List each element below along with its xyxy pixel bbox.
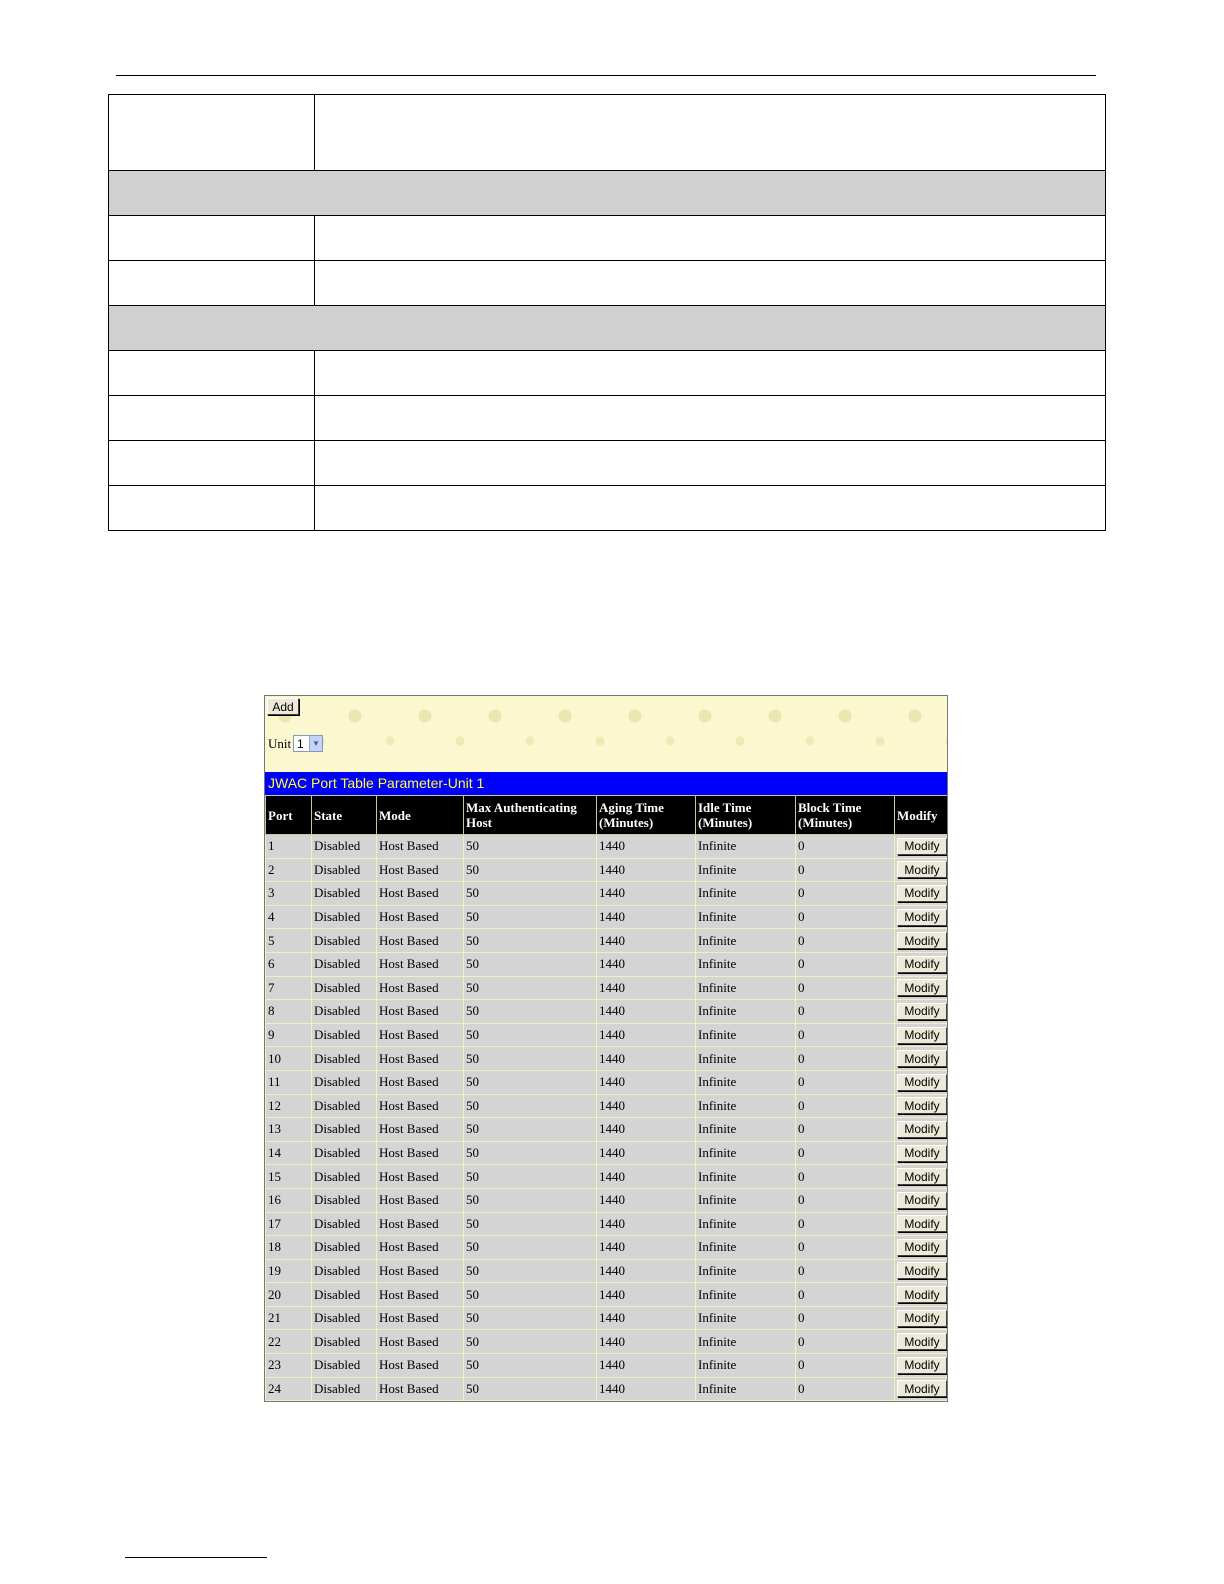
cell-idle-time: Infinite: [696, 1212, 796, 1236]
cell-modify: [895, 1306, 948, 1330]
cell-max-host: 50: [464, 835, 597, 859]
modify-button[interactable]: Modify: [897, 1380, 947, 1397]
cell-state: Disabled: [312, 1259, 377, 1283]
cell-mode: Host Based: [377, 952, 464, 976]
cell-aging-time: 1440: [597, 882, 696, 906]
footer-rule: [125, 1557, 267, 1558]
cell-state: Disabled: [312, 1354, 377, 1378]
parameter-row: [109, 486, 1106, 531]
cell-aging-time: 1440: [597, 1236, 696, 1260]
cell-aging-time: 1440: [597, 1212, 696, 1236]
cell-mode: Host Based: [377, 976, 464, 1000]
cell-block-time: 0: [796, 929, 895, 953]
cell-state: Disabled: [312, 905, 377, 929]
cell-mode: Host Based: [377, 1283, 464, 1307]
modify-button[interactable]: Modify: [897, 956, 947, 973]
cell-idle-time: Infinite: [696, 976, 796, 1000]
cell-idle-time: Infinite: [696, 882, 796, 906]
cell-port: 18: [266, 1236, 312, 1260]
cell-modify: [895, 1236, 948, 1260]
cell-state: Disabled: [312, 952, 377, 976]
cell-aging-time: 1440: [597, 1023, 696, 1047]
cell-idle-time: Infinite: [696, 1165, 796, 1189]
cell-aging-time: 1440: [597, 1047, 696, 1071]
modify-button[interactable]: Modify: [897, 885, 947, 902]
table-row: [266, 1212, 948, 1236]
parameter-row: [109, 95, 1106, 171]
cell-max-host: 50: [464, 1141, 597, 1165]
cell-port: 13: [266, 1118, 312, 1142]
modify-button[interactable]: Modify: [897, 1333, 947, 1350]
cell-block-time: 0: [796, 1236, 895, 1260]
cell-modify: [895, 1354, 948, 1378]
cell-port: 1: [266, 835, 312, 859]
modify-button[interactable]: Modify: [897, 1286, 947, 1303]
cell-max-host: 50: [464, 1330, 597, 1354]
cell-state: Disabled: [312, 835, 377, 859]
table-row: [266, 952, 948, 976]
modify-button[interactable]: Modify: [897, 1003, 947, 1020]
cell-mode: Host Based: [377, 1377, 464, 1401]
cell-port: 10: [266, 1047, 312, 1071]
cell-port: 21: [266, 1306, 312, 1330]
cell-aging-time: 1440: [597, 835, 696, 859]
cell-state: Disabled: [312, 1047, 377, 1071]
cell-modify: [895, 1188, 948, 1212]
cell-idle-time: Infinite: [696, 1354, 796, 1378]
modify-button[interactable]: Modify: [897, 1310, 947, 1327]
table-header-row: [266, 796, 948, 835]
cell-idle-time: Infinite: [696, 858, 796, 882]
cell-port: 3: [266, 882, 312, 906]
cell-aging-time: 1440: [597, 1377, 696, 1401]
cell-block-time: 0: [796, 1047, 895, 1071]
cell-state: Disabled: [312, 1094, 377, 1118]
cell-block-time: 0: [796, 976, 895, 1000]
cell-max-host: 50: [464, 1000, 597, 1024]
cell-modify: [895, 1000, 948, 1024]
table-title: JWAC Port Table Parameter-Unit 1: [265, 772, 947, 795]
modify-button[interactable]: Modify: [897, 979, 947, 996]
cell-max-host: 50: [464, 1283, 597, 1307]
modify-button[interactable]: Modify: [897, 932, 947, 949]
cell-mode: Host Based: [377, 1188, 464, 1212]
cell-max-host: 50: [464, 1259, 597, 1283]
cell-aging-time: 1440: [597, 1070, 696, 1094]
col-header-port: Port: [266, 796, 312, 835]
cell-mode: Host Based: [377, 1354, 464, 1378]
cell-aging-time: 1440: [597, 1306, 696, 1330]
col-header-block-time: Block Time (Minutes): [796, 796, 895, 835]
table-row: [266, 1330, 948, 1354]
modify-button[interactable]: Modify: [897, 861, 947, 878]
cell-max-host: 50: [464, 882, 597, 906]
modify-button[interactable]: Modify: [897, 1050, 947, 1067]
modify-button[interactable]: Modify: [897, 909, 947, 926]
cell-block-time: 0: [796, 1094, 895, 1118]
cell-idle-time: Infinite: [696, 1283, 796, 1307]
cell-block-time: 0: [796, 1283, 895, 1307]
table-row: [266, 1306, 948, 1330]
cell-port: 16: [266, 1188, 312, 1212]
cell-modify: [895, 976, 948, 1000]
cell-modify: [895, 1070, 948, 1094]
cell-modify: [895, 1283, 948, 1307]
cell-aging-time: 1440: [597, 1354, 696, 1378]
cell-aging-time: 1440: [597, 1141, 696, 1165]
cell-mode: Host Based: [377, 1047, 464, 1071]
table-row: [266, 1000, 948, 1024]
cell-state: Disabled: [312, 1330, 377, 1354]
cell-port: 9: [266, 1023, 312, 1047]
cell-aging-time: 1440: [597, 1283, 696, 1307]
cell-block-time: 0: [796, 1118, 895, 1142]
parameter-section-row: [109, 306, 1106, 351]
table-row: [266, 858, 948, 882]
cell-state: Disabled: [312, 976, 377, 1000]
cell-mode: Host Based: [377, 929, 464, 953]
modify-button[interactable]: Modify: [897, 1357, 947, 1374]
cell-mode: Host Based: [377, 1070, 464, 1094]
cell-state: Disabled: [312, 1141, 377, 1165]
cell-mode: Host Based: [377, 1094, 464, 1118]
cell-block-time: 0: [796, 952, 895, 976]
cell-port: 22: [266, 1330, 312, 1354]
cell-idle-time: Infinite: [696, 1306, 796, 1330]
cell-max-host: 50: [464, 1118, 597, 1142]
cell-port: 12: [266, 1094, 312, 1118]
table-row: [266, 929, 948, 953]
cell-modify: [895, 1023, 948, 1047]
cell-mode: Host Based: [377, 1023, 464, 1047]
cell-max-host: 50: [464, 976, 597, 1000]
col-header-state: State: [312, 796, 377, 835]
cell-aging-time: 1440: [597, 1165, 696, 1189]
table-row: [266, 1236, 948, 1260]
cell-block-time: 0: [796, 1023, 895, 1047]
cell-state: Disabled: [312, 858, 377, 882]
cell-max-host: 50: [464, 905, 597, 929]
cell-port: 14: [266, 1141, 312, 1165]
cell-idle-time: Infinite: [696, 1236, 796, 1260]
parameter-row: [109, 216, 1106, 261]
cell-port: 5: [266, 929, 312, 953]
cell-mode: Host Based: [377, 835, 464, 859]
cell-block-time: 0: [796, 1000, 895, 1024]
cell-aging-time: 1440: [597, 976, 696, 1000]
cell-state: Disabled: [312, 1212, 377, 1236]
cell-modify: [895, 1047, 948, 1071]
cell-max-host: 50: [464, 1377, 597, 1401]
table-row: [266, 882, 948, 906]
table-row: [266, 1118, 948, 1142]
parameter-table: [108, 94, 1106, 531]
cell-state: Disabled: [312, 1306, 377, 1330]
cell-block-time: 0: [796, 858, 895, 882]
cell-port: 6: [266, 952, 312, 976]
cell-max-host: 50: [464, 1354, 597, 1378]
cell-modify: [895, 1141, 948, 1165]
modify-button[interactable]: Modify: [897, 1192, 947, 1209]
cell-idle-time: Infinite: [696, 905, 796, 929]
cell-idle-time: Infinite: [696, 1047, 796, 1071]
cell-max-host: 50: [464, 1023, 597, 1047]
table-row: [266, 1354, 948, 1378]
cell-port: 20: [266, 1283, 312, 1307]
col-header-idle-time: Idle Time (Minutes): [696, 796, 796, 835]
cell-aging-time: 1440: [597, 1330, 696, 1354]
cell-mode: Host Based: [377, 905, 464, 929]
cell-modify: [895, 835, 948, 859]
port-table: [265, 795, 948, 1401]
table-row: [266, 1023, 948, 1047]
table-row: [266, 1047, 948, 1071]
cell-modify: [895, 1118, 948, 1142]
header-rule: [116, 75, 1096, 76]
cell-port: 24: [266, 1377, 312, 1401]
table-row: [266, 905, 948, 929]
modify-button[interactable]: Modify: [897, 1168, 947, 1185]
cell-mode: Host Based: [377, 1141, 464, 1165]
cell-block-time: 0: [796, 1306, 895, 1330]
cell-max-host: 50: [464, 1188, 597, 1212]
modify-button[interactable]: Modify: [897, 838, 947, 855]
cell-aging-time: 1440: [597, 1000, 696, 1024]
cell-port: 4: [266, 905, 312, 929]
cell-max-host: 50: [464, 1094, 597, 1118]
cell-max-host: 50: [464, 1165, 597, 1189]
add-button[interactable]: Add: [267, 698, 299, 715]
cell-port: 15: [266, 1165, 312, 1189]
table-row: [266, 1283, 948, 1307]
cell-block-time: 0: [796, 882, 895, 906]
cell-max-host: 50: [464, 1070, 597, 1094]
cell-state: Disabled: [312, 1165, 377, 1189]
cell-max-host: 50: [464, 1236, 597, 1260]
cell-mode: Host Based: [377, 1236, 464, 1260]
cell-block-time: 0: [796, 1212, 895, 1236]
cell-max-host: 50: [464, 952, 597, 976]
cell-mode: Host Based: [377, 1212, 464, 1236]
parameter-row: [109, 396, 1106, 441]
cell-aging-time: 1440: [597, 1188, 696, 1212]
cell-port: 7: [266, 976, 312, 1000]
cell-block-time: 0: [796, 905, 895, 929]
cell-idle-time: Infinite: [696, 1118, 796, 1142]
cell-aging-time: 1440: [597, 1094, 696, 1118]
cell-block-time: 0: [796, 1070, 895, 1094]
cell-mode: Host Based: [377, 1330, 464, 1354]
modify-button[interactable]: Modify: [897, 1027, 947, 1044]
table-row: [266, 976, 948, 1000]
modify-button[interactable]: Modify: [897, 1121, 947, 1138]
cell-state: Disabled: [312, 1188, 377, 1212]
cell-idle-time: Infinite: [696, 1330, 796, 1354]
cell-state: Disabled: [312, 882, 377, 906]
cell-max-host: 50: [464, 858, 597, 882]
cell-state: Disabled: [312, 929, 377, 953]
cell-state: Disabled: [312, 1377, 377, 1401]
cell-modify: [895, 929, 948, 953]
cell-mode: Host Based: [377, 1165, 464, 1189]
cell-state: Disabled: [312, 1023, 377, 1047]
cell-modify: [895, 1330, 948, 1354]
cell-state: Disabled: [312, 1236, 377, 1260]
cell-state: Disabled: [312, 1000, 377, 1024]
cell-port: 2: [266, 858, 312, 882]
cell-block-time: 0: [796, 1141, 895, 1165]
cell-state: Disabled: [312, 1070, 377, 1094]
col-header-max-host: Max Authenticating Host: [464, 796, 597, 835]
cell-modify: [895, 882, 948, 906]
cell-mode: Host Based: [377, 1306, 464, 1330]
cell-max-host: 50: [464, 1047, 597, 1071]
cell-aging-time: 1440: [597, 1259, 696, 1283]
unit-select-value: 1: [297, 737, 304, 751]
cell-aging-time: 1440: [597, 929, 696, 953]
cell-port: 11: [266, 1070, 312, 1094]
table-row: [266, 835, 948, 859]
cell-modify: [895, 858, 948, 882]
table-body: [266, 835, 948, 1401]
cell-idle-time: Infinite: [696, 835, 796, 859]
cell-block-time: 0: [796, 1165, 895, 1189]
cell-port: 19: [266, 1259, 312, 1283]
cell-aging-time: 1440: [597, 952, 696, 976]
col-header-mode: Mode: [377, 796, 464, 835]
cell-max-host: 50: [464, 1212, 597, 1236]
cell-mode: Host Based: [377, 1000, 464, 1024]
col-header-aging-time: Aging Time (Minutes): [597, 796, 696, 835]
cell-block-time: 0: [796, 1377, 895, 1401]
table-row: [266, 1188, 948, 1212]
cell-block-time: 0: [796, 1354, 895, 1378]
cell-mode: Host Based: [377, 1259, 464, 1283]
cell-block-time: 0: [796, 1330, 895, 1354]
cell-idle-time: Infinite: [696, 1094, 796, 1118]
cell-modify: [895, 1259, 948, 1283]
cell-mode: Host Based: [377, 882, 464, 906]
modify-button[interactable]: Modify: [897, 1145, 947, 1162]
cell-state: Disabled: [312, 1283, 377, 1307]
cell-aging-time: 1440: [597, 1118, 696, 1142]
cell-max-host: 50: [464, 929, 597, 953]
parameter-section-row: [109, 171, 1106, 216]
cell-idle-time: Infinite: [696, 1377, 796, 1401]
cell-mode: Host Based: [377, 1118, 464, 1142]
modify-button[interactable]: Modify: [897, 1074, 947, 1091]
cell-idle-time: Infinite: [696, 1023, 796, 1047]
table-row: [266, 1094, 948, 1118]
cell-block-time: 0: [796, 835, 895, 859]
modify-button[interactable]: Modify: [897, 1239, 947, 1256]
cell-idle-time: Infinite: [696, 1259, 796, 1283]
cell-port: 8: [266, 1000, 312, 1024]
cell-block-time: 0: [796, 1188, 895, 1212]
table-row: [266, 1259, 948, 1283]
cell-max-host: 50: [464, 1306, 597, 1330]
unit-label: Unit: [268, 736, 292, 751]
cell-modify: [895, 952, 948, 976]
cell-idle-time: Infinite: [696, 1070, 796, 1094]
cell-aging-time: 1440: [597, 905, 696, 929]
cell-idle-time: Infinite: [696, 952, 796, 976]
cell-port: 23: [266, 1354, 312, 1378]
cell-modify: [895, 1377, 948, 1401]
cell-modify: [895, 1212, 948, 1236]
table-row: [266, 1165, 948, 1189]
cell-idle-time: Infinite: [696, 1188, 796, 1212]
modify-button[interactable]: Modify: [897, 1097, 947, 1114]
cell-state: Disabled: [312, 1118, 377, 1142]
parameter-row: [109, 351, 1106, 396]
cell-modify: [895, 905, 948, 929]
table-row: [266, 1070, 948, 1094]
cell-aging-time: 1440: [597, 858, 696, 882]
chevron-down-icon[interactable]: ▼: [309, 736, 322, 751]
parameter-row: [109, 261, 1106, 306]
cell-mode: Host Based: [377, 858, 464, 882]
cell-idle-time: Infinite: [696, 1141, 796, 1165]
cell-block-time: 0: [796, 1259, 895, 1283]
parameter-row: [109, 441, 1106, 486]
cell-modify: [895, 1094, 948, 1118]
cell-modify: [895, 1165, 948, 1189]
table-row: [266, 1141, 948, 1165]
unit-select[interactable]: [293, 735, 323, 752]
modify-button[interactable]: Modify: [897, 1262, 947, 1279]
table-row: [266, 1377, 948, 1401]
cell-idle-time: Infinite: [696, 929, 796, 953]
jwac-port-panel: [264, 695, 948, 1402]
modify-button[interactable]: Modify: [897, 1215, 947, 1232]
cell-port: 17: [266, 1212, 312, 1236]
col-header-modify: Modify: [895, 796, 948, 835]
cell-idle-time: Infinite: [696, 1000, 796, 1024]
